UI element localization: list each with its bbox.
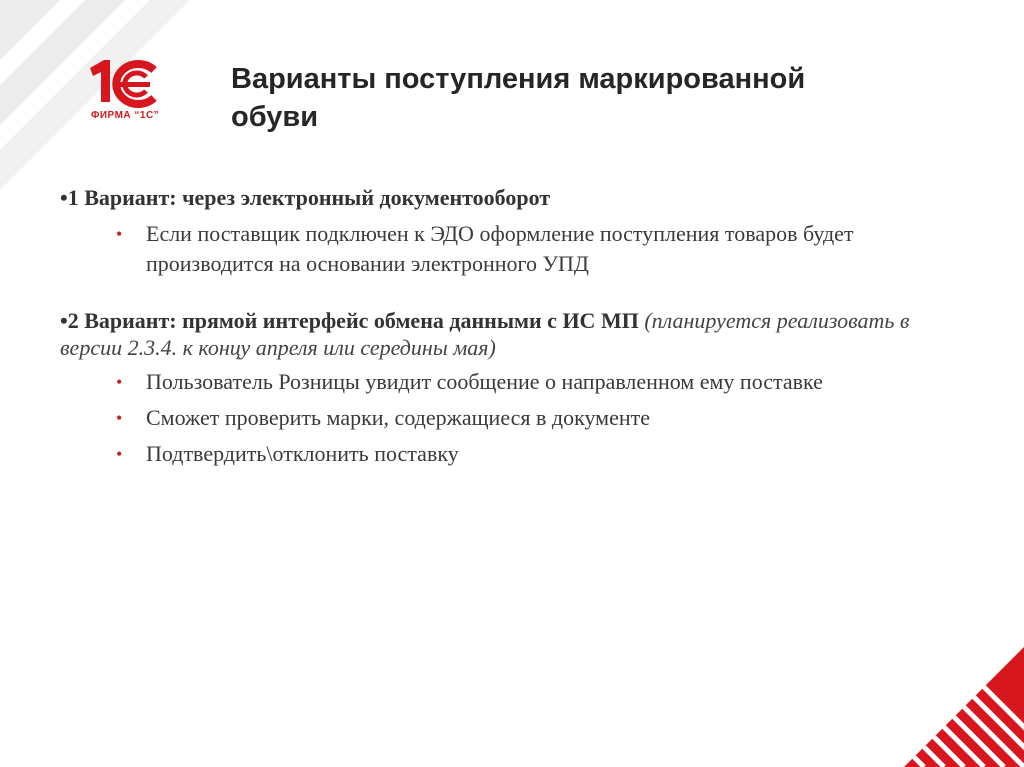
bullet-icon: •: [116, 408, 123, 428]
bullet-icon: •: [116, 444, 123, 464]
list-item-text: Если поставщик подключен к ЭДО оформление поступления товаров будет производится на основании электронного УПД: [146, 221, 854, 276]
option-1-heading: [60, 184, 920, 211]
list-item-text: Сможет проверить марки, содержащиеся в документе: [146, 405, 651, 430]
bullet-icon: •: [116, 372, 123, 392]
logo-caption: ФИРМА “1С”: [90, 110, 160, 121]
list-item: [116, 219, 920, 279]
logo-1c-mark: [84, 58, 166, 108]
bullet-icon: •: [116, 224, 123, 244]
corner-red-stripes-decoration: [884, 647, 1024, 767]
list-item: [116, 439, 920, 469]
company-logo: [84, 58, 166, 130]
option-1-title: через электронный документооборот: [182, 185, 551, 210]
list-item-text: Пользователь Розницы увидит сообщение о направленном ему поставке: [146, 369, 823, 394]
list-item: [116, 367, 920, 397]
option-2-heading: [60, 307, 920, 361]
slide-title: Варианты поступления маркированной обуви: [231, 63, 806, 133]
option-1-prefix: •1 Вариант:: [60, 185, 183, 210]
option-2-prefix: •2 Вариант:: [60, 308, 183, 333]
option-2-title: прямой интерфейс обмена данными с ИС МП: [182, 308, 639, 333]
slide-content: [60, 184, 920, 469]
list-item-text: Подтвердить\отклонить поставку: [146, 441, 459, 466]
option-2-note: (планируется реализовать в версии 2.3.4. к концу апреля или середины мая): [60, 308, 910, 360]
list-item: [116, 403, 920, 433]
